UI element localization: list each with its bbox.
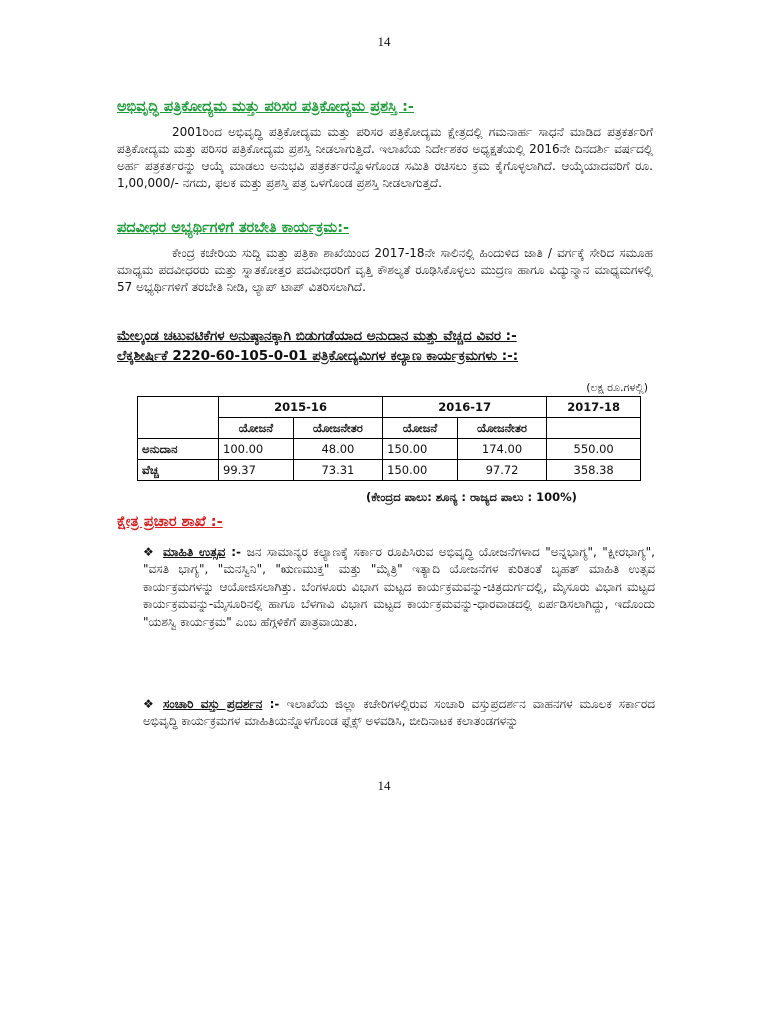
share-note: (ಕೇಂದ್ರದ ಪಾಲು: ಶೂನ್ಯ : ರಾಜ್ಯದ ಪಾಲು : 100%) [366,490,577,504]
page-number-bottom: 14 [377,778,391,793]
subhead-cell: ಯೋಜನೇತರ [293,418,382,439]
subhead-cell: ಯೋಜನೇತರ [457,418,546,439]
table-year-row [138,397,641,418]
table-row [138,439,641,460]
table-cell: 550.00 [547,439,641,460]
table-cell: 150.00 [383,460,458,481]
bullet-label: ಸಂಚಾರಿ ವಸ್ತು ಪ್ರದರ್ಶನ [163,697,263,711]
table-cell: 73.31 [293,460,382,481]
grant-heading-line2: ಲೆಕ್ಕಶೀರ್ಷಿಕೆ 2220-60-105-0-01 ಪತ್ರಿಕೋದ್ಯಮಿಗಳ ಕಲ್ಯಾಣ ಕಾರ್ಯಕ್ರಮಗಳು :-: [117,348,519,364]
subhead-cell: ಯೋಜನೆ [383,418,458,439]
field-publicity-heading: ಕ್ಷೇತ್ರ ಪ್ರಚಾರ ಶಾಖೆ :- [117,514,223,530]
row-label: ವೆಚ್ಚ [138,460,219,481]
grant-heading-line1: ಮೇಲ್ಕಂಡ ಚಟುವಟಿಕೆಗಳ ಅನುಷ್ಠಾನಕ್ಕಾಗಿ ಬಿಡುಗಡೆಯಾದ ಅನುದಾನ ಮತ್ತು ವೆಚ್ಚದ ವಿವರ :- [117,328,517,344]
row-label: ಅನುದಾನ [138,439,219,460]
award-heading: ಅಭಿವೃದ್ಧಿ ಪತ್ರಿಕೋದ್ಯಮ ಮತ್ತು ಪರಿಸರ ಪತ್ರಿಕೋದ್ಯಮ ಪ್ರಶಸ್ತಿ :- [117,99,414,115]
table-corner-cell [138,397,219,439]
year-header: 2017-18 [547,397,641,418]
training-heading: ಪದವೀಧರ ಅಭ್ಯರ್ಥಿಗಳಿಗೆ ತರಬೇತಿ ಕಾರ್ಯಕ್ರಮ:- [117,220,350,236]
unit-note: (ಲಕ್ಷ ರೂ.ಗಳಲ್ಲಿ) [586,381,648,394]
bullet-separator: :- [262,697,287,711]
subhead-cell-empty [547,418,641,439]
bullet-text: ಇಲಾಖೆಯ ಜಿಲ್ಲಾ ಕಚೇರಿಗಳಲ್ಲಿರುವ ಸಂಚಾರಿ ವಸ್ತುಪ್ರದರ್ಶನ ವಾಹನಗಳ ಮೂಲಕ ಸರ್ಕಾರದ ಅಭಿವೃದ್ಧಿ ಕಾರ್ಯಕ್ರಮಗಳ ಮಾಹಿತಿಯನ್ನೊಳಗೊಂಡ ಫ್ಲೆಕ್ಸ್ ಅಳವಡಿಸಿ, ಬೀದಿನಾಟಕ ಕಲಾತಂಡಗಳನ್ನು [143,697,655,729]
table-row [138,460,641,481]
bullet-separator: :- [225,545,247,559]
bullet-item-mobile-exhibition [143,696,655,731]
page-number-top: 14 [377,34,391,49]
table-cell: 174.00 [457,439,546,460]
bullet-text: ಜನ ಸಾಮಾನ್ಯರ ಕಲ್ಯಾಣಕ್ಕೆ ಸರ್ಕಾರ ರೂಪಿಸಿರುವ ಅಭಿವೃದ್ಧಿ ಯೋಜನೆಗಳಾದ "ಅನ್ನಭಾಗ್ಯ", "ಕ್ಷೀರಭಾಗ್ಯ", "ವಸತಿ ಭಾಗ್ಯ", "ಮನಸ್ವಿನಿ", "ಋಣಮುಕ್ತ" ಮತ್ತು "ಮೈತ್ರಿ" ಇತ್ಯಾದಿ ಯೋಜನೆಗಳ ಕುರಿತಂತೆ ಬೃಹತ್ ಮಾಹಿತಿ ಉತ್ಸವ ಕಾರ್ಯಕ್ರಮಗಳನ್ನು ಆಯೋಜಿಸಲಾಗಿತ್ತು. ಬೆಂಗಳೂರು ವಿಭಾಗ ಮಟ್ಟದ ಕಾರ್ಯಕ್ರಮವನ್ನು-ಚಿತ್ರದುರ್ಗದಲ್ಲಿ, ಮೈಸೂರು ವಿಭಾಗ ಮಟ್ಟದ ಕಾರ್ಯಕ್ರಮವನ್ನು-ಮೈಸೂರಿನಲ್ಲಿ ಹಾಗೂ ಬೆಳಗಾವಿ ವಿಭಾಗ ಮಟ್ಟದ ಕಾರ್ಯಕ್ರಮವನ್ನು-ಧಾರವಾಡದಲ್ಲಿ ಏರ್ಪಡಿಸಲಾಗಿದ್ದು, ಇದೊಂದು "ಯಶಸ್ವಿ ಕಾರ್ಯಕ್ರಮ" ಎಂಬ ಹೆಗ್ಗಳಿಕೆಗೆ ಪಾತ್ರವಾಯಿತು. [143,545,655,629]
table-cell: 358.38 [547,460,641,481]
award-paragraph: 2001ರಿಂದ ಅಭಿವೃದ್ಧಿ ಪತ್ರಿಕೋದ್ಯಮ ಮತ್ತು ಪರಿಸರ ಪತ್ರಿಕೋದ್ಯಮ ಕ್ಷೇತ್ರದಲ್ಲಿ ಗಮನಾರ್ಹ ಸಾಧನೆ ಮಾಡಿದ ಪತ್ರಕರ್ತರಿಗೆ ಪತ್ರಿಕೋದ್ಯಮ ಮತ್ತು ಪರಿಸರ ಪತ್ರಿಕೋದ್ಯಮ ಪ್ರಶಸ್ತಿ ನೀಡಲಾಗುತ್ತಿದೆ. ಇಲಾಖೆಯ ನಿರ್ದೇಶಕರ ಅಧ್ಯಕ್ಷತೆಯಲ್ಲಿ 2016ನೇ ದಿನದರ್ಶಿ ವರ್ಷದಲ್ಲಿ ಅರ್ಹ ಪತ್ರಕರ್ತರನ್ನು ಆಯ್ಕೆ ಮಾಡಲು ಅನುಭವಿ ಪತ್ರಕರ್ತರನ್ನೊಳಗೊಂಡ ಸಮಿತಿ ರಚಿಸಲು ಕ್ರಮ ಕೈಗೊಳ್ಳಲಾಗಿದೆ. ಆಯ್ಕೆಯಾದವರಿಗೆ ರೂ. 1,00,000/- ನಗದು, ಫಲಕ ಮತ್ತು ಪ್ರಶಸ್ತಿ ಪತ್ರ ಒಳಗೊಂಡ ಪ್ರಶಸ್ತಿ ನೀಡಲಾಗುತ್ತದೆ. [117,125,653,190]
training-paragraph: ಕೇಂದ್ರ ಕಚೇರಿಯ ಸುದ್ದಿ ಮತ್ತು ಪತ್ರಿಕಾ ಶಾಖೆಯಿಂದ 2017-18ನೇ ಸಾಲಿನಲ್ಲಿ ಹಿಂದುಳಿದ ಜಾತಿ / ವರ್ಗಕ್ಕೆ ಸೇರಿದ ಸಮೂಹ ಮಾಧ್ಯಮ ಪದವೀಧರರು ಮತ್ತು ಸ್ನಾತಕೋತ್ತರ ಪದವೀಧರರಿಗೆ ವೃತ್ತಿ ಕೌಶಲ್ಯತೆ ರೂಢಿಸಿಕೊಳ್ಳಲು ಮುದ್ರಣ ಹಾಗೂ ವಿದ್ಯುನ್ಮಾನ ಮಾಧ್ಯಮಗಳಲ್ಲಿ 57 ಅಭ್ಯರ್ಥಿಗಳಿಗೆ ತರಬೇತಿ ನೀಡಿ, ಲ್ಯಾಪ್ ಟಾಪ್ ವಿತರಿಸಲಾಗಿದೆ. [117,246,653,294]
bullet-label: ಮಾಹಿತಿ ಉತ್ಸವ [163,545,226,559]
grant-table [137,396,641,481]
table-cell: 150.00 [383,439,458,460]
diamond-bullet-icon: ❖ [143,545,154,559]
table-cell: 99.37 [219,460,294,481]
bullet-item-info-festival [143,544,655,631]
table-cell: 48.00 [293,439,382,460]
year-header: 2016-17 [383,397,547,418]
table-cell: 97.72 [457,460,546,481]
year-header: 2015-16 [219,397,383,418]
table-cell: 100.00 [219,439,294,460]
subhead-cell: ಯೋಜನೆ [219,418,294,439]
diamond-bullet-icon: ❖ [143,697,154,711]
